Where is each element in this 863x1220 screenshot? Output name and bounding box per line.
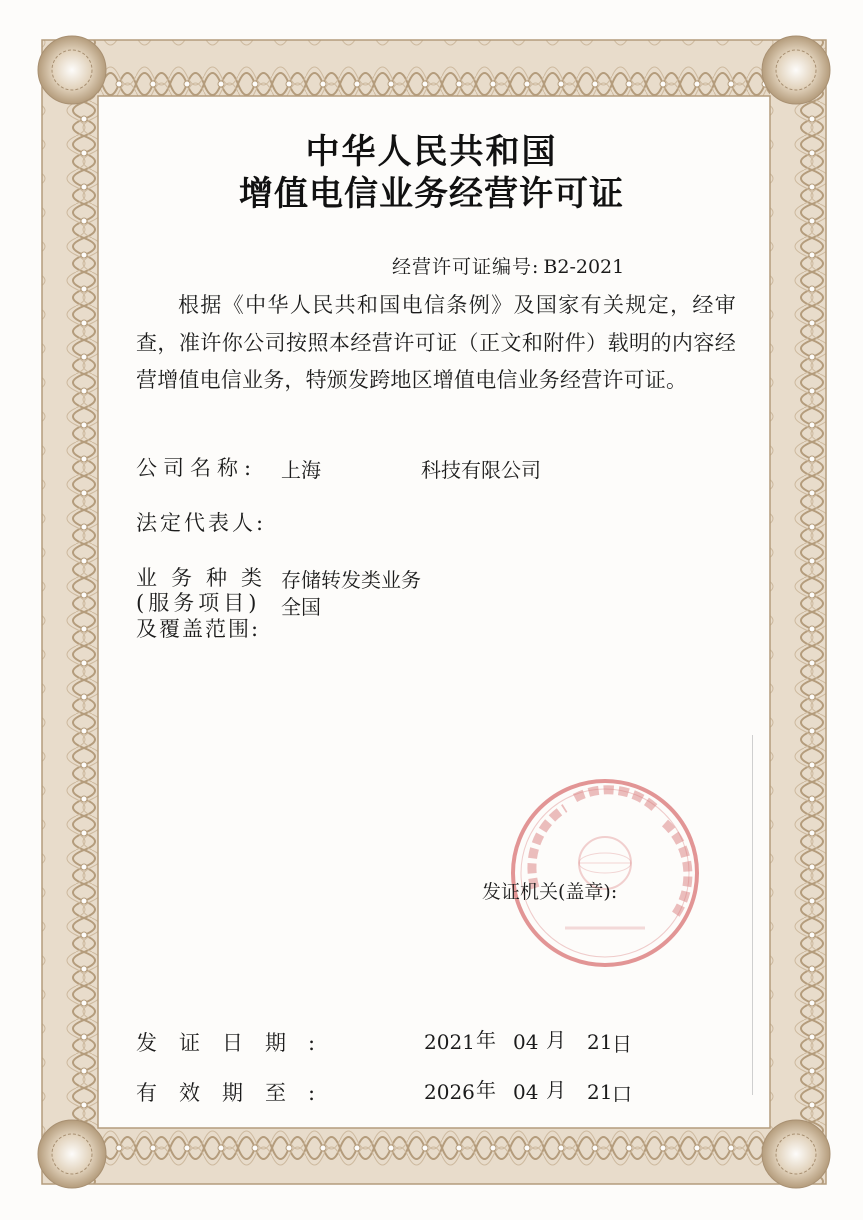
service-type-value: 存储转发类业务: [281, 568, 421, 592]
issuing-authority-label: 发证机关(盖章):: [482, 881, 618, 903]
legal-representative-label: 法定代表人:: [136, 511, 267, 535]
official-seal-stamp: [505, 768, 705, 978]
certificate-title-line1: 中华人民共和国: [305, 132, 558, 172]
issue-day-char: 日: [612, 1032, 632, 1056]
valid-month-char: 月: [546, 1078, 566, 1102]
issue-month: 04: [513, 1030, 539, 1054]
service-type-label-line3: 及覆盖范围:: [136, 617, 261, 641]
license-number: [392, 252, 624, 279]
valid-day: 21: [587, 1080, 613, 1104]
company-name-value-part2: 科技有限公司: [421, 458, 541, 482]
company-name-label: 公司名称:: [136, 456, 258, 480]
issue-year-char: 年: [476, 1028, 496, 1052]
license-number-value: B2-2021: [543, 256, 625, 278]
issue-date: [0, 1030, 863, 1060]
service-type-label-line2: (服务项目): [136, 591, 261, 615]
license-number-label: 经营许可证编号:: [392, 256, 540, 278]
service-type-label-line1: 业务种类: [136, 566, 276, 590]
valid-month: 04: [513, 1080, 539, 1104]
issue-year: 2021: [424, 1030, 475, 1054]
issue-month-char: 月: [546, 1028, 566, 1052]
issue-date-label: 发证日期:: [136, 1031, 338, 1055]
valid-year: 2026: [424, 1080, 475, 1104]
coverage-value: 全国: [281, 595, 321, 619]
certificate-title-line2: 增值电信业务经营许可证: [239, 174, 624, 214]
issue-day: 21: [587, 1030, 613, 1054]
valid-until-date: [0, 1080, 863, 1110]
company-name-value-part1: 上海: [281, 458, 321, 482]
valid-until-label: 有效期至:: [136, 1081, 338, 1105]
valid-day-char: 口: [612, 1082, 632, 1106]
body-paragraph: 根据《中华人民共和国电信条例》及国家有关规定，经审查，准许你公司按照本经营许可证（正文和附件）载明的内容经营增值电信业务，特颁发跨地区增值电信业务经营许可证。: [136, 293, 736, 392]
valid-year-char: 年: [476, 1078, 496, 1102]
